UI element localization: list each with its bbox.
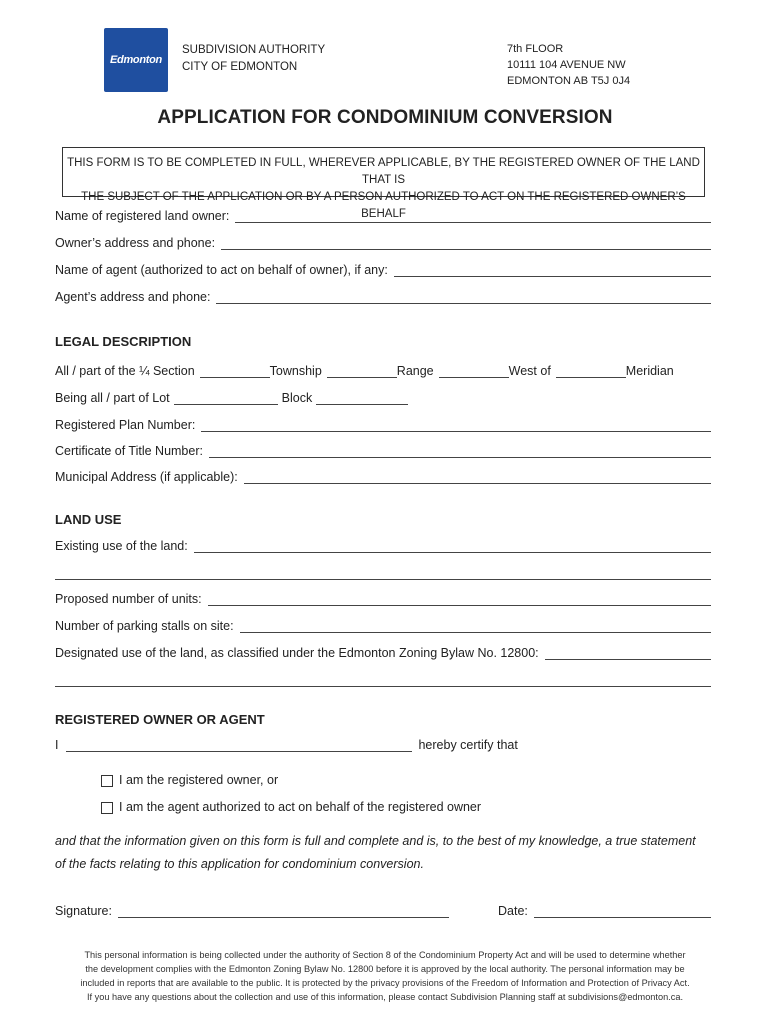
units-label: Proposed number of units:: [55, 592, 202, 606]
block-label: Block: [281, 391, 313, 405]
owner-name-line[interactable]: [235, 210, 711, 223]
agent-name-label: Name of agent (authorized to act on behalf of owner), if any:: [55, 263, 388, 277]
edmonton-logo: [104, 28, 168, 92]
municipal-address-label: Municipal Address (if applicable):: [55, 470, 238, 484]
lot-block-row: [55, 391, 408, 405]
legal-description-heading: LEGAL DESCRIPTION: [55, 334, 192, 349]
title-number-line[interactable]: [209, 445, 711, 458]
office-address: [507, 41, 630, 89]
signature-field[interactable]: [55, 904, 449, 918]
registered-owner-checkbox[interactable]: [101, 775, 113, 787]
parking-label: Number of parking stalls on site:: [55, 619, 234, 633]
logo-text: Edmonton: [110, 54, 162, 66]
address-line-3: EDMONTON AB T5J 0J4: [507, 75, 631, 87]
agent-address-field[interactable]: [55, 290, 711, 304]
plan-number-label: Registered Plan Number:: [55, 418, 196, 432]
certifier-name-blank[interactable]: [66, 739, 412, 752]
municipal-address-line[interactable]: [244, 471, 711, 484]
plan-number-line[interactable]: [201, 419, 711, 432]
address-line-2: 10111 104 AVENUE NW: [507, 59, 626, 71]
designated-use-label: Designated use of the land, as classified under the Edmonton Zoning Bylaw No. 12800:: [55, 646, 539, 660]
existing-use-field[interactable]: [55, 539, 711, 553]
section-row: [55, 364, 711, 378]
range-blank[interactable]: [439, 365, 509, 378]
owner-address-line[interactable]: [221, 237, 711, 250]
township-label: Township: [269, 364, 322, 378]
existing-use-line[interactable]: [194, 540, 711, 553]
date-line[interactable]: [534, 905, 711, 918]
instructions-line-2: THE SUBJECT OF THE APPLICATION OR BY A PERSON AUTHORIZED TO ACT ON THE REGISTERED OWNER’S BEHALF: [81, 191, 686, 220]
certification-statement: [55, 830, 715, 876]
authority-block: [182, 42, 325, 76]
plan-number-field[interactable]: [55, 418, 711, 432]
agent-address-line[interactable]: [216, 291, 711, 304]
existing-use-label: Existing use of the land:: [55, 539, 188, 553]
parking-field[interactable]: [55, 619, 711, 633]
parking-line[interactable]: [240, 620, 711, 633]
designated-use-line[interactable]: [545, 647, 711, 660]
range-label: Range: [396, 364, 434, 378]
section-blank[interactable]: [200, 365, 270, 378]
hereby-certify-label: hereby certify that: [418, 738, 518, 752]
statement-line-2: of the facts relating to this application for condominium conversion.: [55, 857, 424, 871]
title-number-field[interactable]: [55, 444, 711, 458]
privacy-line-3: included in reports that are available to the public. It is protected by the privacy provisions of the Freedom of Information and Protection of Privacy Act.: [80, 978, 690, 988]
lot-label: Being all / part of Lot: [55, 391, 170, 405]
authority-line-1: SUBDIVISION AUTHORITY: [182, 44, 326, 56]
owner-name-label: Name of registered land owner:: [55, 209, 230, 223]
registered-owner-option: I am the registered owner, or: [119, 773, 279, 787]
certify-row: [55, 738, 518, 752]
authorized-agent-checkbox[interactable]: [101, 802, 113, 814]
privacy-line-1: This personal information is being collected under the authority of Section 8 of the Condominium Property Act and will be used to determine whether: [84, 950, 686, 960]
signature-line[interactable]: [118, 905, 449, 918]
meridian-label: Meridian: [625, 364, 674, 378]
i-label: I: [55, 738, 59, 752]
existing-use-continuation-line[interactable]: [55, 579, 711, 580]
authorized-agent-option: I am the agent authorized to act on behalf of the registered owner: [119, 800, 482, 814]
land-use-heading: LAND USE: [55, 512, 122, 527]
authority-line-2: CITY OF EDMONTON: [182, 61, 298, 73]
date-field[interactable]: [498, 904, 711, 918]
agent-name-field[interactable]: [55, 263, 711, 277]
designated-use-continuation-line[interactable]: [55, 686, 711, 687]
privacy-notice: [50, 948, 720, 1004]
owner-address-label: Owner’s address and phone:: [55, 236, 216, 250]
units-field[interactable]: [55, 592, 711, 606]
section-label: All / part of the ¼ Section: [55, 364, 195, 378]
owner-address-field[interactable]: [55, 236, 711, 250]
agent-name-line[interactable]: [394, 264, 711, 277]
designated-use-field[interactable]: [55, 646, 711, 660]
privacy-line-4: If you have any questions about the collection and use of this information, please contact Subdivision Planning staff at subdivisions@edmonton.ca.: [87, 992, 683, 1002]
lot-blank[interactable]: [174, 392, 278, 405]
agent-address-label: Agent’s address and phone:: [55, 290, 211, 304]
instructions-line-1: THIS FORM IS TO BE COMPLETED IN FULL, WHEREVER APPLICABLE, BY THE REGISTERED OWNER OF THE LAND THAT IS: [67, 157, 700, 186]
owner-agent-heading: REGISTERED OWNER OR AGENT: [55, 712, 265, 727]
signature-label: Signature:: [55, 904, 112, 918]
form-title: APPLICATION FOR CONDOMINIUM CONVERSION: [157, 107, 613, 128]
privacy-line-2: the development complies with the Edmonton Zoning Bylaw No. 12800 before it is approved by the local authority. The personal information may be: [85, 964, 685, 974]
township-blank[interactable]: [327, 365, 397, 378]
west-of-blank[interactable]: [556, 365, 626, 378]
title-number-label: Certificate of Title Number:: [55, 444, 203, 458]
statement-line-1: and that the information given on this form is full and complete and is, to the best of my knowledge, a true statement: [55, 834, 696, 848]
date-label: Date:: [498, 904, 528, 918]
units-line[interactable]: [208, 593, 711, 606]
owner-name-field[interactable]: [55, 209, 711, 223]
block-blank[interactable]: [316, 392, 408, 405]
municipal-address-field[interactable]: [55, 470, 711, 484]
west-of-label: West of: [508, 364, 551, 378]
address-line-1: 7th FLOOR: [507, 43, 564, 55]
